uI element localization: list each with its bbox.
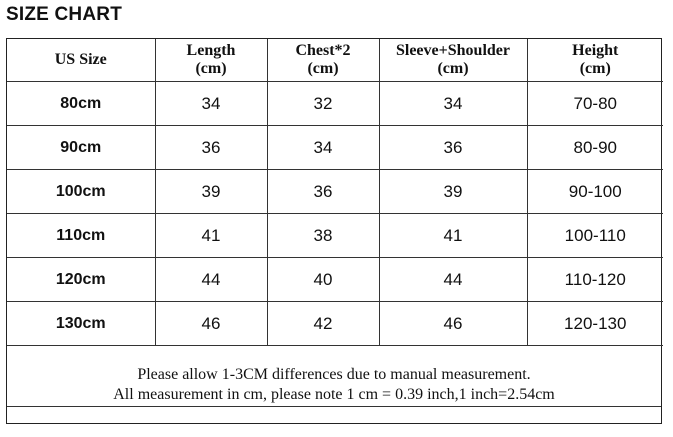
header-label: Sleeve+Shoulder [395, 42, 510, 59]
size-chart [6, 38, 662, 424]
height-cell: 80-90 [527, 126, 663, 170]
length-cell: 41 [155, 214, 267, 258]
chest-cell: 40 [267, 258, 379, 302]
size-cell: 100cm [7, 170, 155, 214]
header-unit: (cm) [579, 60, 611, 77]
height-cell: 70-80 [527, 82, 663, 126]
length-cell: 39 [155, 170, 267, 214]
sleeve-shoulder-cell: 34 [379, 82, 527, 126]
size-cell: 130cm [7, 302, 155, 346]
note-line: All measurement in cm, please note 1 cm = 0.39 inch,1 inch=2.54cm [113, 386, 555, 403]
height-cell: 120-130 [527, 302, 663, 346]
header-label: Height [572, 42, 619, 59]
table-row [7, 170, 663, 214]
header-chest [267, 39, 379, 82]
size-cell: 80cm [7, 82, 155, 126]
size-table [7, 39, 663, 346]
table-row [7, 302, 663, 346]
height-cell: 100-110 [527, 214, 663, 258]
header-label: Length [186, 42, 236, 59]
sleeve-shoulder-cell: 36 [379, 126, 527, 170]
height-cell: 90-100 [527, 170, 663, 214]
table-row [7, 82, 663, 126]
size-cell: 120cm [7, 258, 155, 302]
sleeve-shoulder-cell: 39 [379, 170, 527, 214]
header-unit: (cm) [307, 60, 339, 77]
chest-cell: 36 [267, 170, 379, 214]
length-cell: 44 [155, 258, 267, 302]
page-title: SIZE CHART [6, 4, 122, 25]
header-height [527, 39, 663, 82]
header-us-size [7, 39, 155, 82]
header-unit: (cm) [437, 60, 469, 77]
header-row [7, 39, 663, 82]
size-cell: 110cm [7, 214, 155, 258]
header-label: US Size [54, 51, 107, 68]
measurement-note [7, 343, 661, 407]
sleeve-shoulder-cell: 46 [379, 302, 527, 346]
sleeve-shoulder-cell: 44 [379, 258, 527, 302]
chest-cell: 32 [267, 82, 379, 126]
header-label: Chest*2 [295, 42, 351, 59]
table-row [7, 126, 663, 170]
table-row [7, 258, 663, 302]
size-cell: 90cm [7, 126, 155, 170]
length-cell: 46 [155, 302, 267, 346]
header-length [155, 39, 267, 82]
note-line: Please allow 1-3CM differences due to manual measurement. [137, 366, 531, 383]
sleeve-shoulder-cell: 41 [379, 214, 527, 258]
table-row [7, 214, 663, 258]
chest-cell: 42 [267, 302, 379, 346]
chest-cell: 38 [267, 214, 379, 258]
height-cell: 110-120 [527, 258, 663, 302]
length-cell: 36 [155, 126, 267, 170]
length-cell: 34 [155, 82, 267, 126]
chest-cell: 34 [267, 126, 379, 170]
header-sleeve-shoulder [379, 39, 527, 82]
header-unit: (cm) [195, 60, 227, 77]
